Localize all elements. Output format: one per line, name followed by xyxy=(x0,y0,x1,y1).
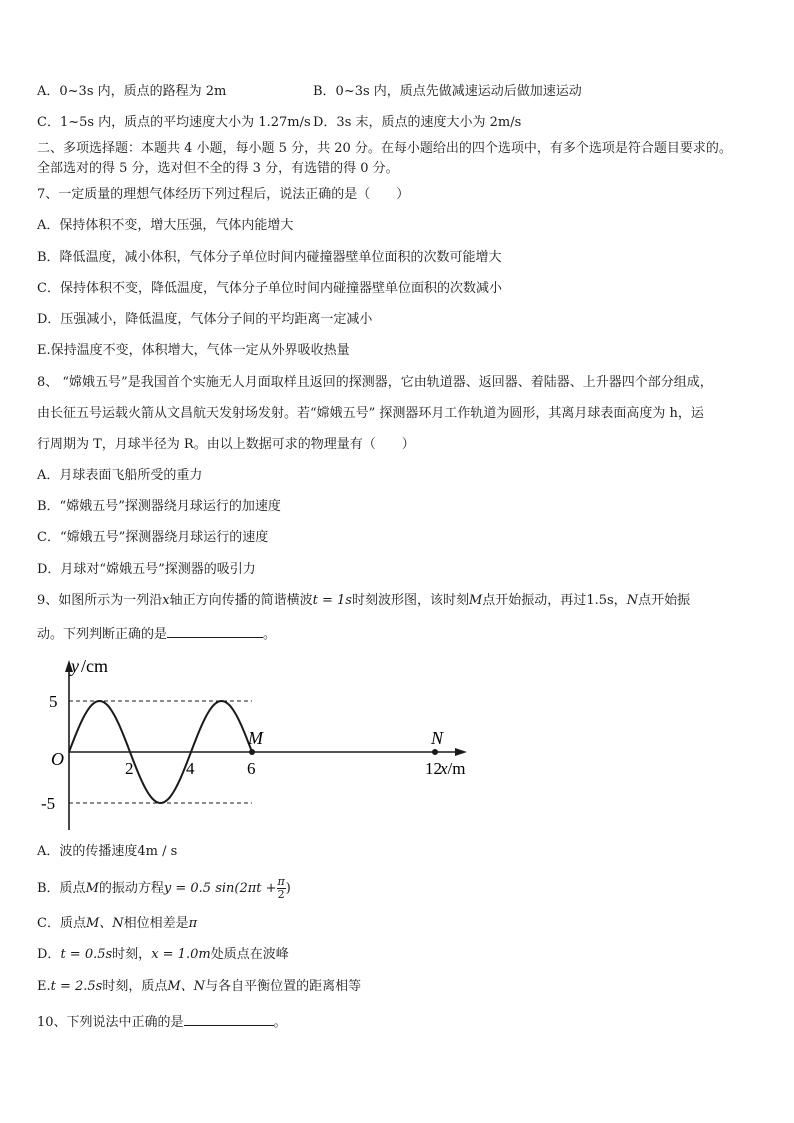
q7-option-e: E.保持温度不变，体积增大，气体一定从外界吸收热量 xyxy=(37,343,350,358)
q9-d-pre: D． xyxy=(37,947,61,962)
q9-b-eq: y = 0.5 sin(2πt + xyxy=(163,881,277,896)
q9-option-a xyxy=(37,843,177,861)
wave-chart xyxy=(37,652,477,842)
q9-stem-n: N xyxy=(626,593,639,608)
q9-e-pre: E. xyxy=(37,979,51,994)
q9-stem-d: 点开始振动，再过 xyxy=(482,593,587,608)
q8-option-a: A．月球表面飞船所受的重力 xyxy=(37,468,203,483)
q9-stem-e: ， xyxy=(613,593,627,608)
q10-stem-end: 。 xyxy=(273,1015,287,1030)
q9-c-mn: M、N xyxy=(85,916,124,931)
q9-e-t: t = 2.5s xyxy=(50,979,103,994)
q9-b-pre: B．质点 xyxy=(37,881,86,896)
q9-d-mid: 时刻， xyxy=(112,947,152,962)
q9-b-close: ) xyxy=(285,881,291,896)
q9-option-b xyxy=(37,876,291,901)
q9-d-x: x = 1.0m xyxy=(151,947,211,962)
q9-b-num: π xyxy=(277,875,285,888)
q9-answer-blank[interactable] xyxy=(167,623,263,638)
q9-a-val: 4m / s xyxy=(137,844,178,859)
q9-stem-m: M xyxy=(468,593,483,608)
q9-option-d xyxy=(37,946,289,964)
q7-option-a: A．保持体积不变，增大压强，气体内能增大 xyxy=(37,218,294,233)
q8-option-c: C．“嫦娥五号”探测器绕月球运行的速度 xyxy=(37,530,269,545)
q8-stem-2: 由长征五号运载火箭从文昌航天发射场发射。若“嫦娥五号” 探测器环月工作轨道为圆形，其离月球表面高度为 h，运 xyxy=(37,406,704,421)
q9-option-e xyxy=(37,978,361,996)
q9-stem-c: 时刻波形图，该时刻 xyxy=(351,593,469,608)
q9-stem-x: x xyxy=(162,593,170,608)
q9-stem-f: 点开始振 xyxy=(638,593,691,608)
q7-option-c: C．保持体积不变，降低温度，气体分子单位时间内碰撞器壁单位面积的次数减小 xyxy=(37,281,502,296)
q9-stem2-end: 。 xyxy=(263,627,277,642)
point-label-m: M xyxy=(248,728,263,748)
q9-d-t: t = 0.5s xyxy=(60,947,113,962)
q7-option-b: B．降低温度，减小体积，气体分子单位时间内碰撞器壁单位面积的次数可能增大 xyxy=(37,250,502,265)
q9-stem-a: 9、如图所示为一列沿 xyxy=(37,593,163,608)
xtick-label-6: 6 xyxy=(247,759,256,778)
q9-stem-t: t = 1s xyxy=(312,593,352,608)
q8-stem-3: 行周期为 T，月球半径为 R。由以上数据可求的物理量有（ ） xyxy=(37,437,415,452)
section2-line2: 全部选对的得 5 分，选对但不全的得 3 分，有选错的得 0 分。 xyxy=(37,161,399,176)
q10-stem-text: 10、下列说法中正确的是 xyxy=(37,1015,184,1030)
q9-d-post: 处质点在波峰 xyxy=(210,947,289,962)
q9-c-pre: C．质点 xyxy=(37,916,86,931)
q10-stem xyxy=(37,1011,287,1032)
point-m xyxy=(249,749,255,755)
q8-option-b: B．“嫦娥五号”探测器绕月球运行的加速度 xyxy=(37,499,281,514)
q9-stem-1 xyxy=(37,592,690,610)
q9-stem-2 xyxy=(37,623,276,644)
q8-stem-1: 8、 “嫦娥五号”是我国首个实施无人月面取样且返回的探测器，它由轨道器、返回器、着陆器、上升器四个部分组成， xyxy=(37,375,713,390)
point-n xyxy=(432,749,438,755)
q9-c-mid: 相位相差是 xyxy=(123,916,189,931)
section2-line1: 二、多项选择题：本题共 4 小题，每小题 5 分，共 20 分。在每小题给出的四个选项中，有多个选项是符合题目要求的。 xyxy=(37,141,732,156)
q9-e-mn: M、N xyxy=(167,979,206,994)
q9-stem-dt: 1.5s xyxy=(586,593,614,608)
q9-b-fraction xyxy=(277,876,286,901)
q8-option-d: D．月球对“嫦娥五号”探测器的吸引力 xyxy=(37,562,256,577)
q6-option-a: A．0~3s 内，质点的路程为 2m xyxy=(37,84,227,99)
q6-option-b: B．0~3s 内，质点先做减速运动后做加速运动 xyxy=(313,84,582,99)
q7-stem: 7、一定质量的理想气体经历下列过程后，说法正确的是（ ） xyxy=(37,187,410,202)
q9-b-m: M xyxy=(85,881,99,896)
ytick-label-5: 5 xyxy=(49,692,58,711)
q9-b-mid: 的振动方程 xyxy=(98,881,164,896)
q9-e-mid: 时刻，质点 xyxy=(102,979,168,994)
q9-b-den: 2 xyxy=(277,888,285,901)
q9-stem2-text: 动。下列判断正确的是 xyxy=(37,627,168,642)
xtick-label-12: 12 xyxy=(425,759,442,778)
xtick-label-2: 2 xyxy=(125,759,134,778)
q9-c-pi: π xyxy=(188,916,198,931)
q10-answer-blank[interactable] xyxy=(184,1011,274,1026)
x-axis-label: x/m xyxy=(440,759,466,778)
origin-label: O xyxy=(51,749,64,769)
q9-e-post: 与各自平衡位置的距离相等 xyxy=(205,979,362,994)
q7-option-d: D．压强减小，降低温度，气体分子间的平均距离一定减小 xyxy=(37,312,373,327)
y-axis-label: y xyxy=(71,656,79,676)
q9-option-c xyxy=(37,915,197,933)
q6-option-c: C．1~5s 内，质点的平均速度大小为 1.27m/s xyxy=(37,115,311,130)
q6-option-d: D．3s 末，质点的速度大小为 2m/s xyxy=(313,115,522,130)
q9-a-pre: A．波的传播速度 xyxy=(37,844,138,859)
q9-stem-b: 轴正方向传播的简谐横波 xyxy=(169,593,313,608)
xtick-label-4: 4 xyxy=(186,759,195,778)
point-label-n: N xyxy=(431,728,444,748)
y-axis-unit: /cm xyxy=(81,656,108,676)
x-axis-arrow xyxy=(455,748,467,756)
ytick-label-neg5: -5 xyxy=(41,794,56,813)
